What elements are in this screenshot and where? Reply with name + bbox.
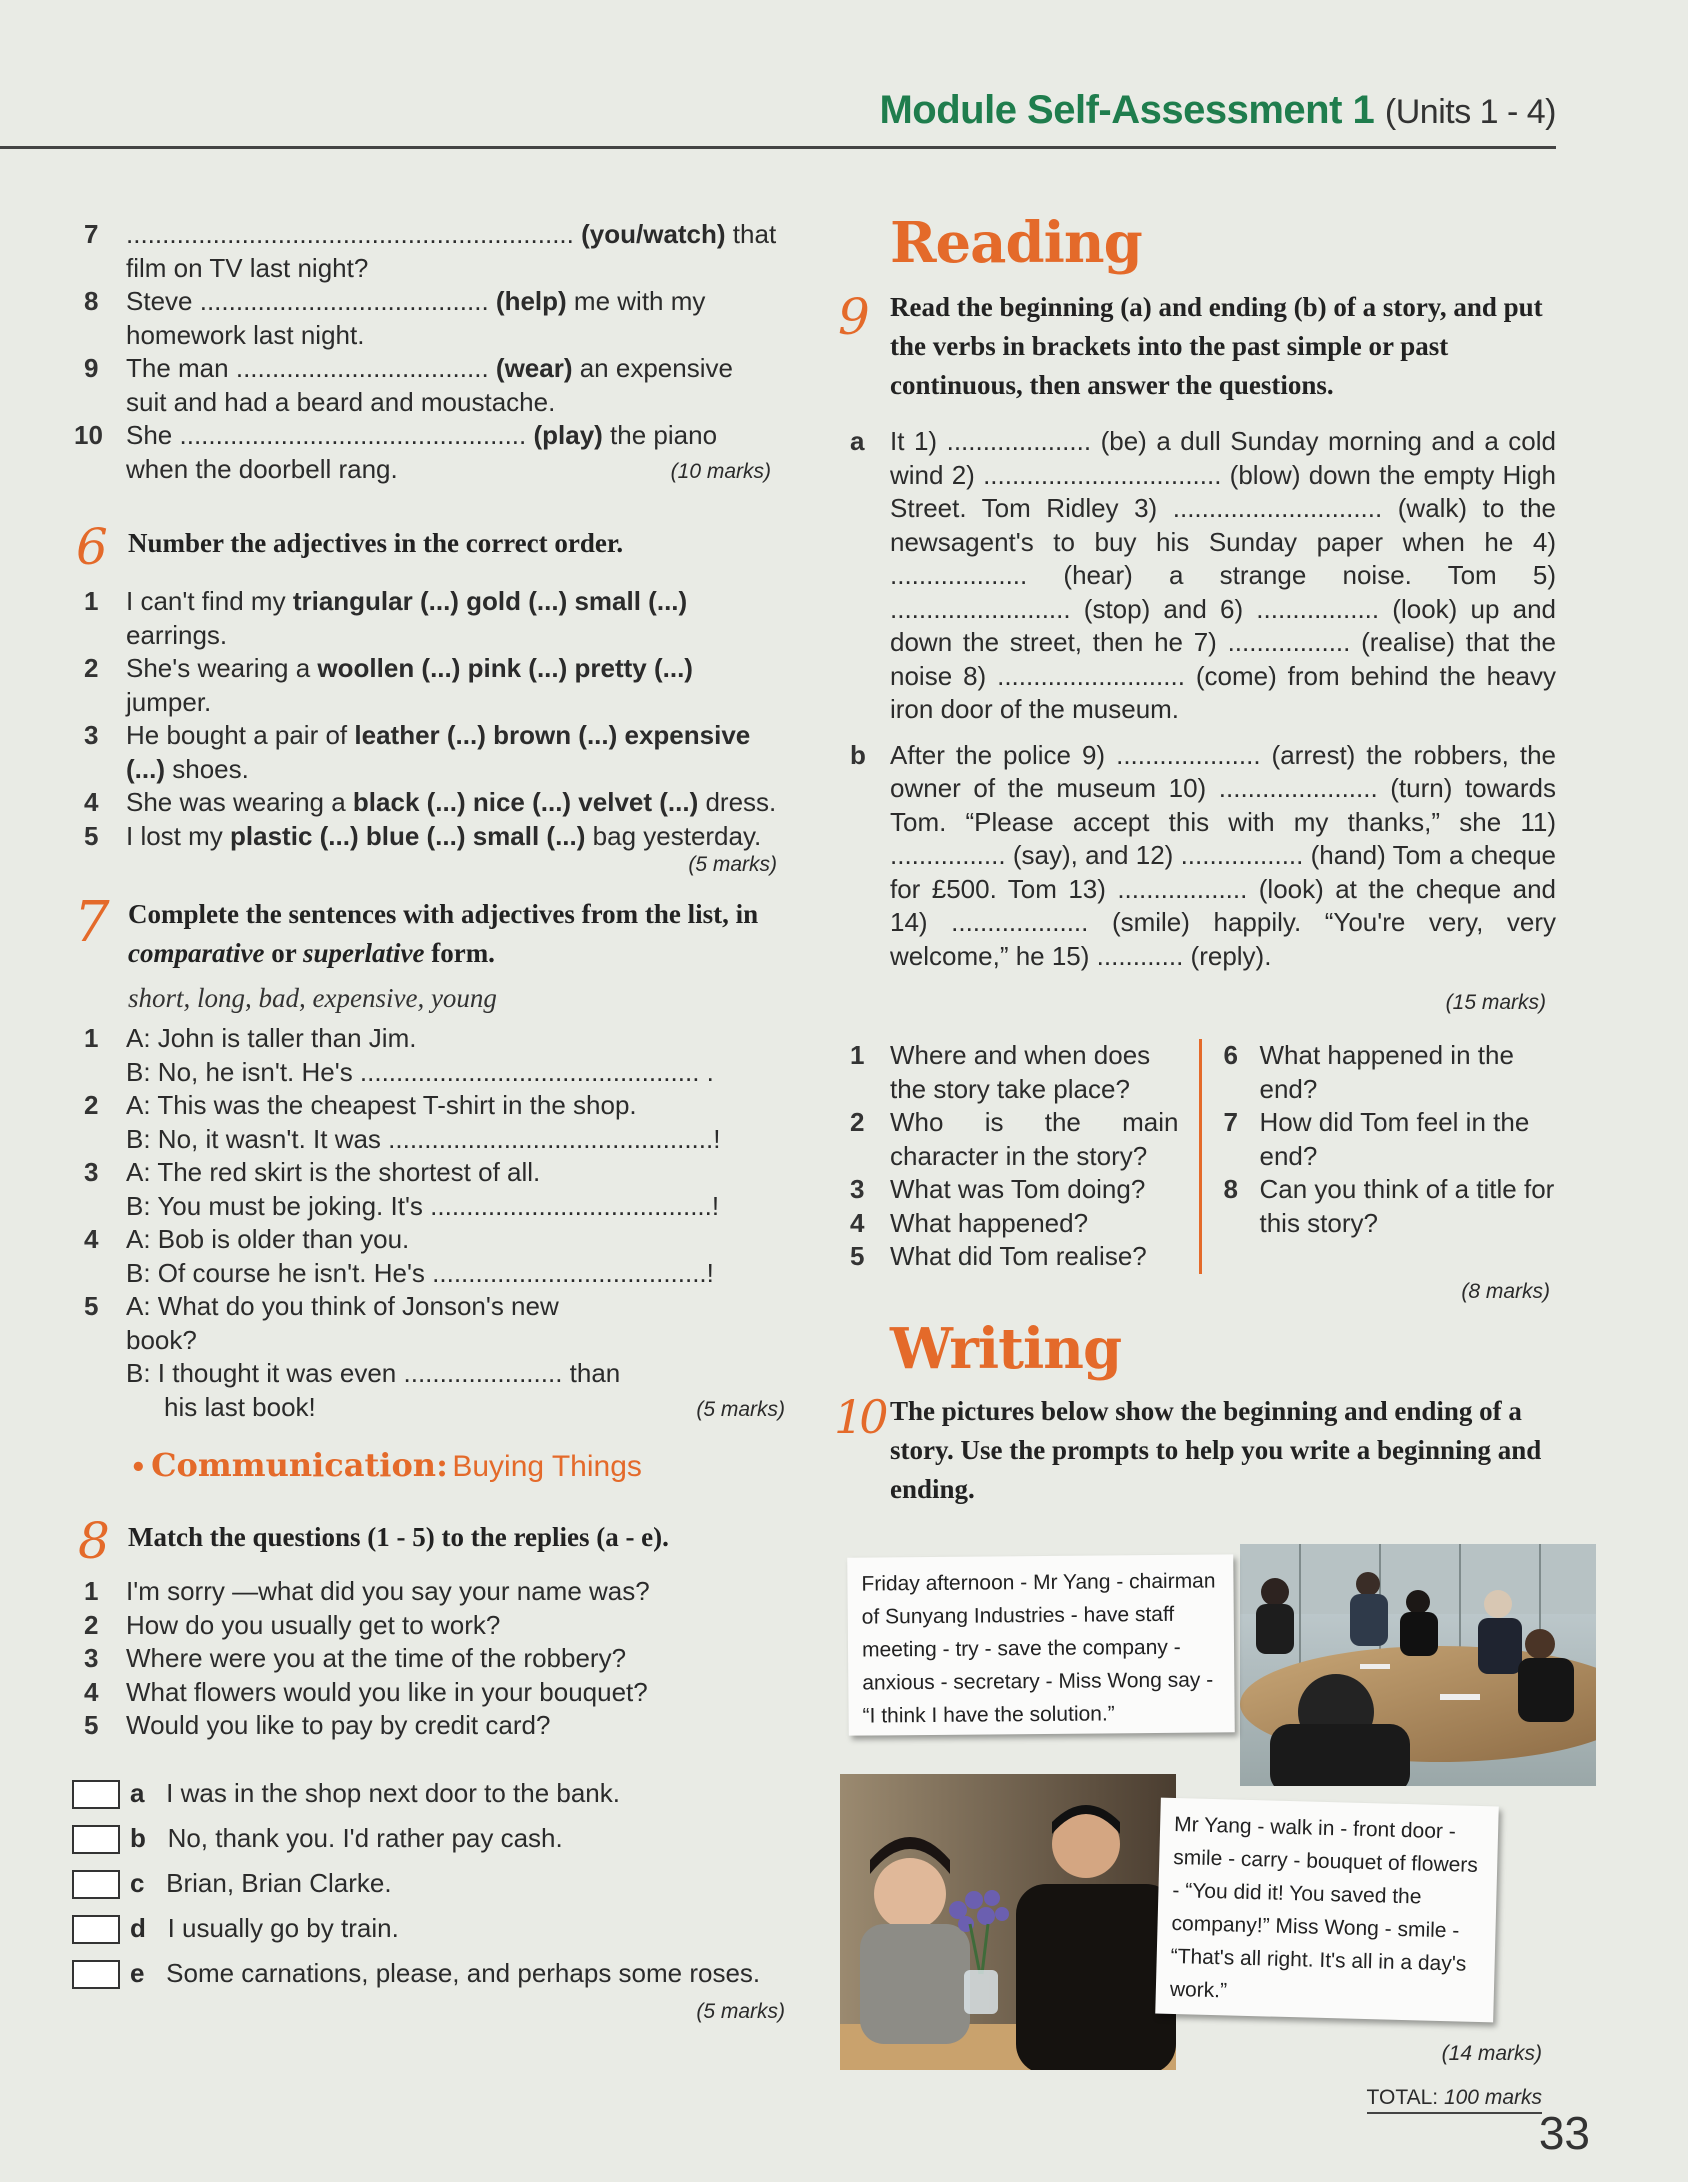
answer-box[interactable] — [72, 1870, 120, 1899]
module-title: Module Self-Assessment 1 — [879, 88, 1375, 132]
story-ending: b After the police 9) .................... (arrest) the robbers, the owner of the museum 10) ...................... (turn) towards Tom. “Please accept this with my thanks,” she 11) ................ (say), and 12) ................. (hand) Tom a cheque for £500. Tom 13) .................. (look) at the cheque and 14) ................... (smile) happily. “You're very, very welcome,” he 15) ............ (reply). — [850, 739, 1556, 971]
ex8-marks: (5 marks) — [696, 1999, 785, 2023]
exercise-number: 10 — [834, 1389, 885, 1444]
ex9-question: 3 What was Tom doing? — [850, 1174, 1146, 1204]
ex8-reply: a I was in the shop next door to the bank. — [72, 1771, 785, 1816]
writing-heading: Writing — [890, 1315, 1122, 1382]
exercise-8 — [70, 1512, 785, 1570]
ex7-item: 4 A: Bob is older than you. B: Of course he isn't. He's ......................................! — [84, 1224, 714, 1288]
answer-box[interactable] — [72, 1825, 120, 1854]
left-column — [70, 218, 785, 2024]
exercise-number: 7 — [74, 890, 110, 955]
ex7-item: 3 A: The red skirt is the shortest of all. B: You must be joking. It's .......................................! — [84, 1157, 720, 1221]
ex5-marks: (10 marks) — [670, 460, 771, 483]
ex7-list — [70, 1022, 785, 1422]
exercise-number: 6 — [76, 518, 108, 576]
meeting-photo — [1240, 1544, 1596, 1786]
ex9-question: 6 What happened in the end? — [1223, 1040, 1514, 1104]
total-marks: TOTAL: 100 marks — [1367, 2086, 1542, 2114]
exercise-9 — [838, 288, 1556, 405]
ex8-question: 1 I'm sorry —what did you say your name was? — [84, 1576, 650, 1606]
ex7-item: 2 A: This was the cheapest T-shirt in the shop. B: No, it wasn't. It was .............................................! — [84, 1090, 721, 1154]
ex6-item: 4 She was wearing a black (...) nice (...) velvet (...) dress. — [84, 787, 777, 817]
header-divider — [0, 146, 1556, 149]
ex8-questions — [70, 1575, 785, 1743]
page-number: 33 — [1538, 2107, 1590, 2159]
exercise-title: Complete the sentences with adjectives from the list, in comparative or superlative form. — [128, 899, 759, 968]
ex9-question: 1 Where and when does the story take place? — [850, 1040, 1151, 1104]
flowers-illustration — [840, 1774, 1176, 2070]
ex6-item: 5 I lost my plastic (...) blue (...) small (...) bag yesterday. — [84, 820, 762, 851]
ex9-questions — [838, 1039, 1556, 1274]
ex8-reply: c Brian, Brian Clarke. — [72, 1861, 785, 1906]
ex6-item: 3 He bought a pair of leather (...) brown (...) expensive (...) shoes. — [84, 720, 751, 784]
ex9-marks-1: (15 marks) — [1445, 991, 1546, 1014]
ex9-question: 7 How did Tom feel in the end? — [1223, 1107, 1530, 1171]
ex9-question: 2 Who is the main character in the story? — [850, 1107, 1179, 1171]
exercise-5-continued — [70, 218, 785, 484]
ex5-item: 9 The man ................................... (wear) an expensive suit and had a beard and moustache. — [84, 353, 733, 417]
ex6-item: 2 She's wearing a woollen (...) pink (...) pretty (...) jumper. — [84, 653, 693, 717]
exercise-10 — [834, 1389, 1556, 1509]
ex6-marks: (5 marks) — [688, 853, 777, 876]
answer-box[interactable] — [72, 1780, 120, 1809]
exercise-6 — [70, 518, 785, 576]
exercise-title: The pictures below show the beginning and ending of a story. Use the prompts to help you write a beginning and ending. — [890, 1395, 1542, 1504]
meeting-illustration — [1240, 1544, 1596, 1786]
ex6-item: 1 I can't find my triangular (...) gold (...) small (...) earrings. — [84, 586, 688, 650]
communication-heading: • Communication: Buying Things — [130, 1446, 642, 1484]
ex7-item: 1 A: John is taller than Jim. B: No, he isn't. He's ............................................... . — [84, 1023, 714, 1087]
ex8-reply: b No, thank you. I'd rather pay cash. — [72, 1816, 785, 1861]
ex8-reply: d I usually go by train. — [72, 1906, 785, 1951]
ex7-item: 5 A: What do you think of Jonson's new book? B: I thought it was even ...................... than his last book! — [84, 1291, 621, 1422]
exercise-number: 9 — [838, 288, 870, 346]
word-list: short, long, bad, expensive, young — [128, 983, 497, 1013]
ex8-reply: e Some carnations, please, and perhaps some roses. — [72, 1951, 785, 1996]
ex8-question: 4 What flowers would you like in your bouquet? — [84, 1676, 648, 1707]
right-column — [834, 210, 1556, 1509]
prompt-note-beginning: Friday afternoon - Mr Yang - chairman of Sunyang Industries - have staff meeting - try - save the company - anxious - secretary - Miss Wong say - “I think I have the solution.” — [847, 1554, 1235, 1735]
ex8-replies — [72, 1771, 785, 2024]
ex5-item: 10 She ................................................ (play) the piano when the doorbell rang. — [74, 420, 718, 484]
page-title — [879, 88, 1556, 133]
ex10-marks: (14 marks) — [1441, 2042, 1542, 2065]
ex8-question: 3 Where were you at the time of the robbery? — [84, 1643, 627, 1673]
flowers-photo — [840, 1774, 1176, 2070]
exercise-number: 8 — [78, 1512, 110, 1570]
ex8-question: 5 Would you like to pay by credit card? — [84, 1710, 551, 1740]
ex9-question: 4 What happened? — [850, 1207, 1089, 1238]
module-units: (Units 1 - 4) — [1384, 93, 1556, 131]
exercise-title: Read the beginning (a) and ending (b) of a story, and put the verbs in brackets into the past simple or past continuous, then answer the questions. — [890, 292, 1543, 400]
ex7-marks: (5 marks) — [696, 1398, 785, 1421]
ex5-item: 8 Steve ........................................ (help) me with my homework last night. — [84, 286, 706, 350]
exercise-title: Number the adjectives in the correct order. — [128, 528, 624, 558]
ex9-question: 8 Can you think of a title for this story? — [1223, 1174, 1555, 1238]
exercise-7 — [70, 890, 785, 1014]
prompt-note-ending: Mr Yang - walk in - front door - smile - carry - bouquet of flowers - “You did it! You saved the company!” Miss Wong - smile - “That's all right. It's all in a day's work.” — [1155, 1798, 1499, 2023]
ex9-marks-2: (8 marks) — [1461, 1279, 1550, 1303]
ex6-list — [70, 585, 785, 877]
answer-box[interactable] — [72, 1915, 120, 1944]
exercise-title: Match the questions (1 - 5) to the replies (a - e). — [128, 1522, 669, 1552]
answer-box[interactable] — [72, 1960, 120, 1989]
reading-heading: Reading — [890, 210, 1142, 276]
story-beginning: a It 1) .................... (be) a dull Sunday morning and a cold wind 2) ................................. (blow) down the empty High Street. Tom Ridley 3) ............................. (walk) to the newsagent's to buy his Sunday paper when he 4) ................... (hear) a strange noise. Tom 5) ......................... (stop) and 6) ................. (look) up and down the street, then he 7) ................. (realise) that the noise 8) .......................... (come) from behind the heavy iron door of the museum. — [850, 426, 1556, 724]
ex8-question: 2 How do you usually get to work? — [84, 1609, 501, 1640]
ex5-item: 7 .............................................................. (you/watch) that film on TV last night? — [84, 219, 777, 283]
ex9-question: 5 What did Tom realise? — [850, 1241, 1147, 1271]
